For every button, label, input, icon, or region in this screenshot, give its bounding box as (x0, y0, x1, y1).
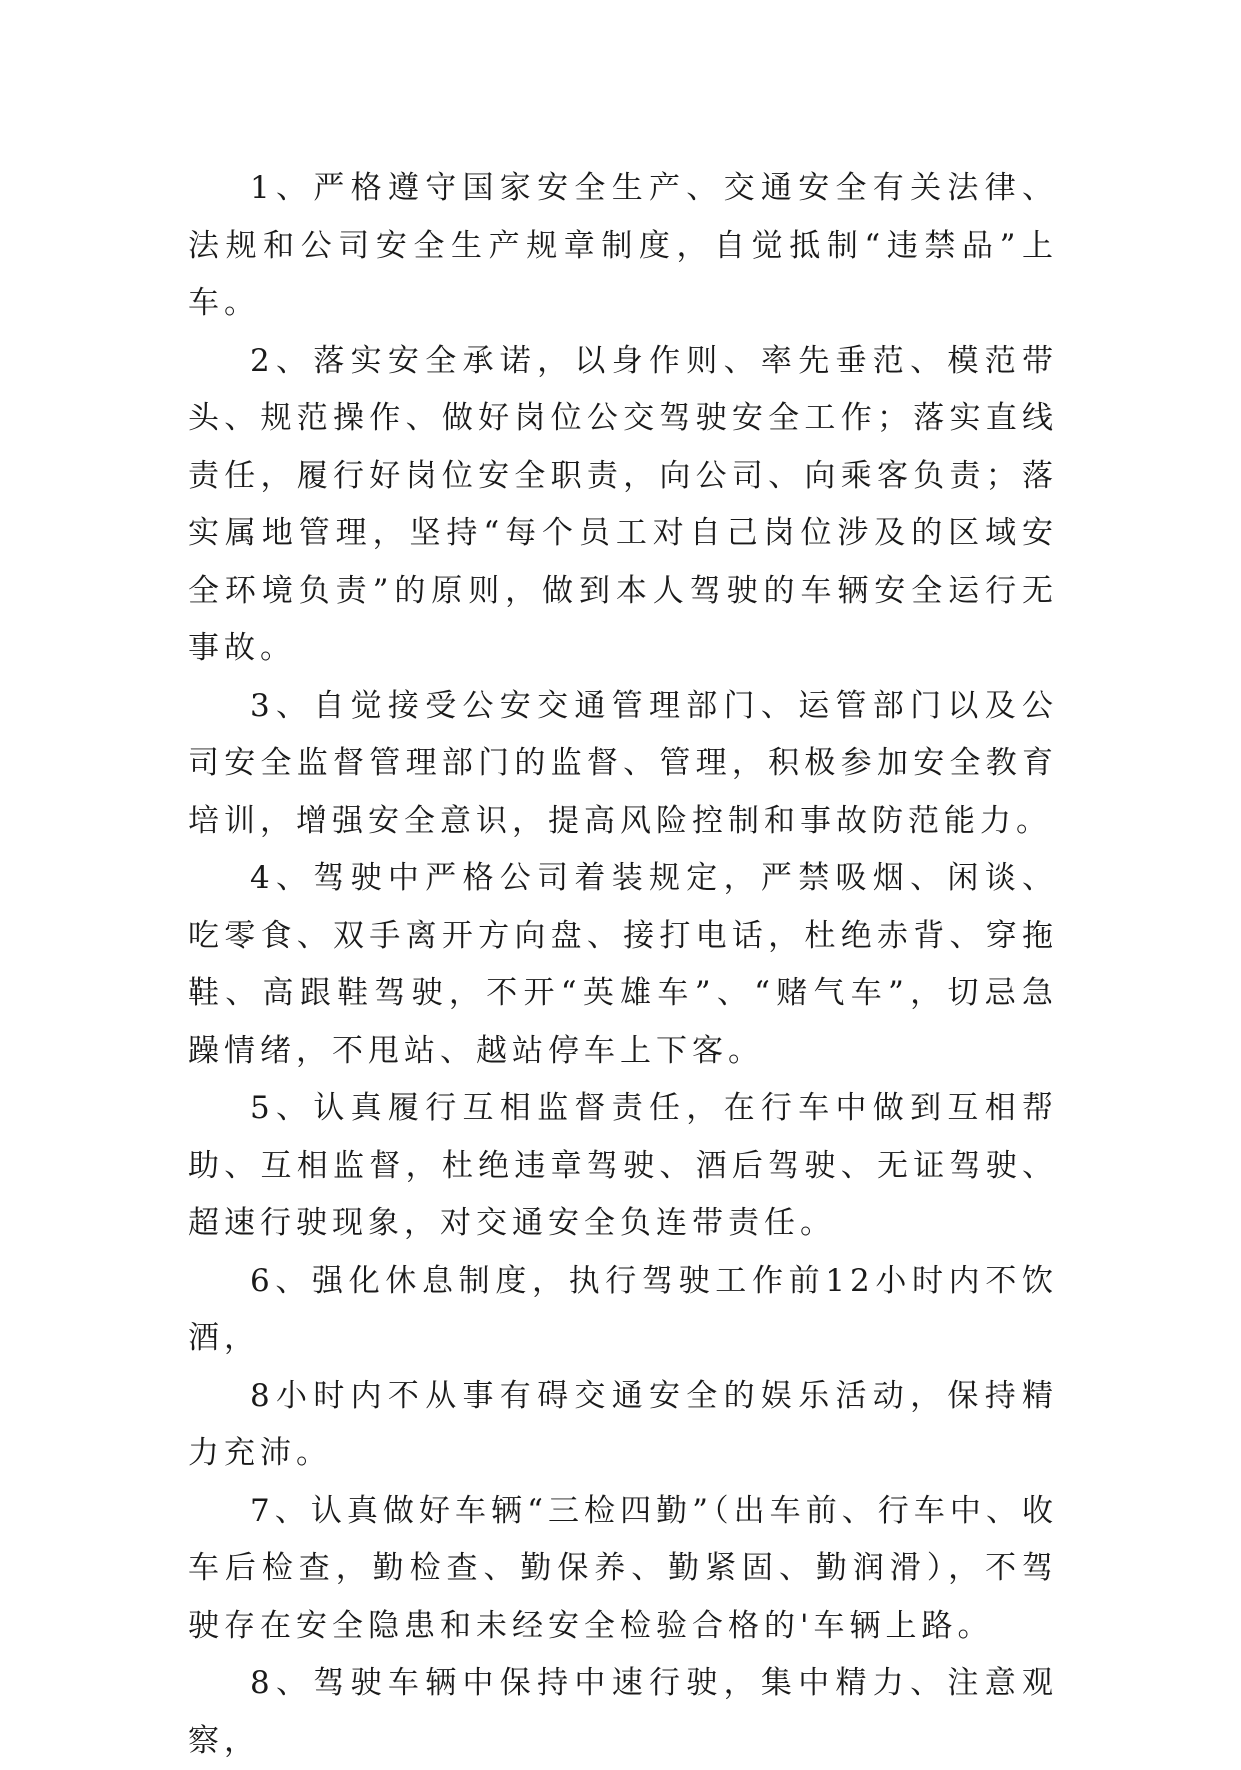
paragraph-6-continued: 8小时内不从事有碍交通安全的娱乐活动，保持精力充沛。 (188, 1377, 1058, 1471)
paragraph-5: 5、认真履行互相监督责任，在行车中做到互相帮助、互相监督，杜绝违章驾驶、酒后驾驶、无证驾驶、超速行驶现象，对交通安全负连带责任。 (188, 1090, 1058, 1241)
paragraph-4: 4、驾驶中严格公司着装规定，严禁吸烟、闲谈、吃零食、双手离开方向盘、接打电话，杜绝赤背、穿拖鞋、高跟鞋驾驶，不开“英雄车”、“赌气车”，切忌急躁情绪，不甩站、越站停车上下客。 (188, 860, 1058, 1069)
paragraph-6: 6、强化休息制度，执行驾驶工作前12小时内不饮酒， (188, 1262, 1058, 1356)
paragraph-8: 8、驾驶车辆中保持中速行驶，集中精力、注意观察， (188, 1665, 1058, 1759)
paragraph-2: 2、落实安全承诺，以身作则、率先垂范、模范带头、规范操作、做好岗位公交驾驶安全工作；落实直线责任，履行好岗位安全职责，向公司、向乘客负责；落实属地管理，坚持“每个员工对自己岗位涉及的区域安全环境负责”的原则，做到本人驾驶的车辆安全运行无事故。 (188, 342, 1058, 666)
document-body (188, 160, 1058, 1770)
paragraph-1: 1、严格遵守国家安全生产、交通安全有关法律、法规和公司安全生产规章制度，自觉抵制“违禁品”上车。 (188, 170, 1058, 321)
paragraph-3: 3、自觉接受公安交通管理部门、运管部门以及公司安全监督管理部门的监督、管理，积极参加安全教育培训，增强安全意识，提高风险控制和事故防范能力。 (188, 687, 1058, 839)
paragraph-7: 7、认真做好车辆“三检四勤”（出车前、行车中、收车后检查，勤检查、勤保养、勤紧固、勤润滑），不驾驶存在安全隐患和未经安全检验合格的'车辆上路。 (188, 1492, 1058, 1644)
